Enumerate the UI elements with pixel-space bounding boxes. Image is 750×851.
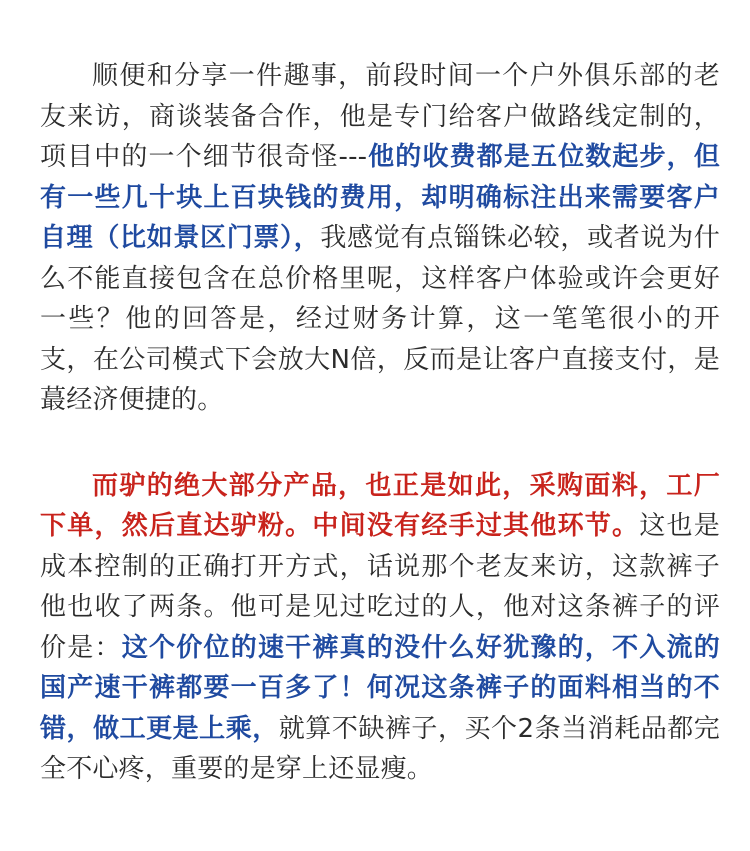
paragraph-1 <box>40 56 720 421</box>
paragraph-2-text: 这也是成本控制的正确打开方式，话说那个老友来访，这款裤子他也收了两条。他可是见过吃过的人，他对这条裤子的评价是： <box>40 511 720 663</box>
article-body <box>40 56 720 790</box>
highlight-blue-review-text: 这个价位的速干裤真的没什么好犹豫的，不入流的国产速干裤都要一百多了！何况这条裤子的面料相当的不错，做工更是上乘， <box>40 632 720 744</box>
paragraph-2-text-continued: 就算不缺裤子，买个2条当消耗品都完全不心疼，重要的是穿上还显瘦。 <box>40 713 720 784</box>
highlight-red-supply-chain-text: 而驴的绝大部分产品，也正是如此，采购面料，工厂下单，然后直达驴粉。中间没有经手过其他环节。 <box>40 470 720 541</box>
paragraph-2 <box>40 466 720 790</box>
paragraph-1-text-continued: 我感觉有点锱铢必较，或者说为什么不能直接包含在总价格里呢，这样客户体验或许会更好一些？他的回答是，经过财务计算，这一笔笔很小的开支，在公司模式下会放大N倍，反而是让客户直接支付，是蕞经济便捷的。 <box>40 223 720 415</box>
paragraph-1-text: 顺便和分享一件趣事，前段时间一个户外俱乐部的老友来访，商谈装备合作，他是专门给客户做路线定制的，项目中的一个细节很奇怪--- <box>40 61 720 172</box>
highlight-blue-fee-text: 他的收费都是五位数起步，但有一些几十块上百块钱的费用，却明确标注出来需要客户自理（比如景区门票）， <box>40 142 720 253</box>
